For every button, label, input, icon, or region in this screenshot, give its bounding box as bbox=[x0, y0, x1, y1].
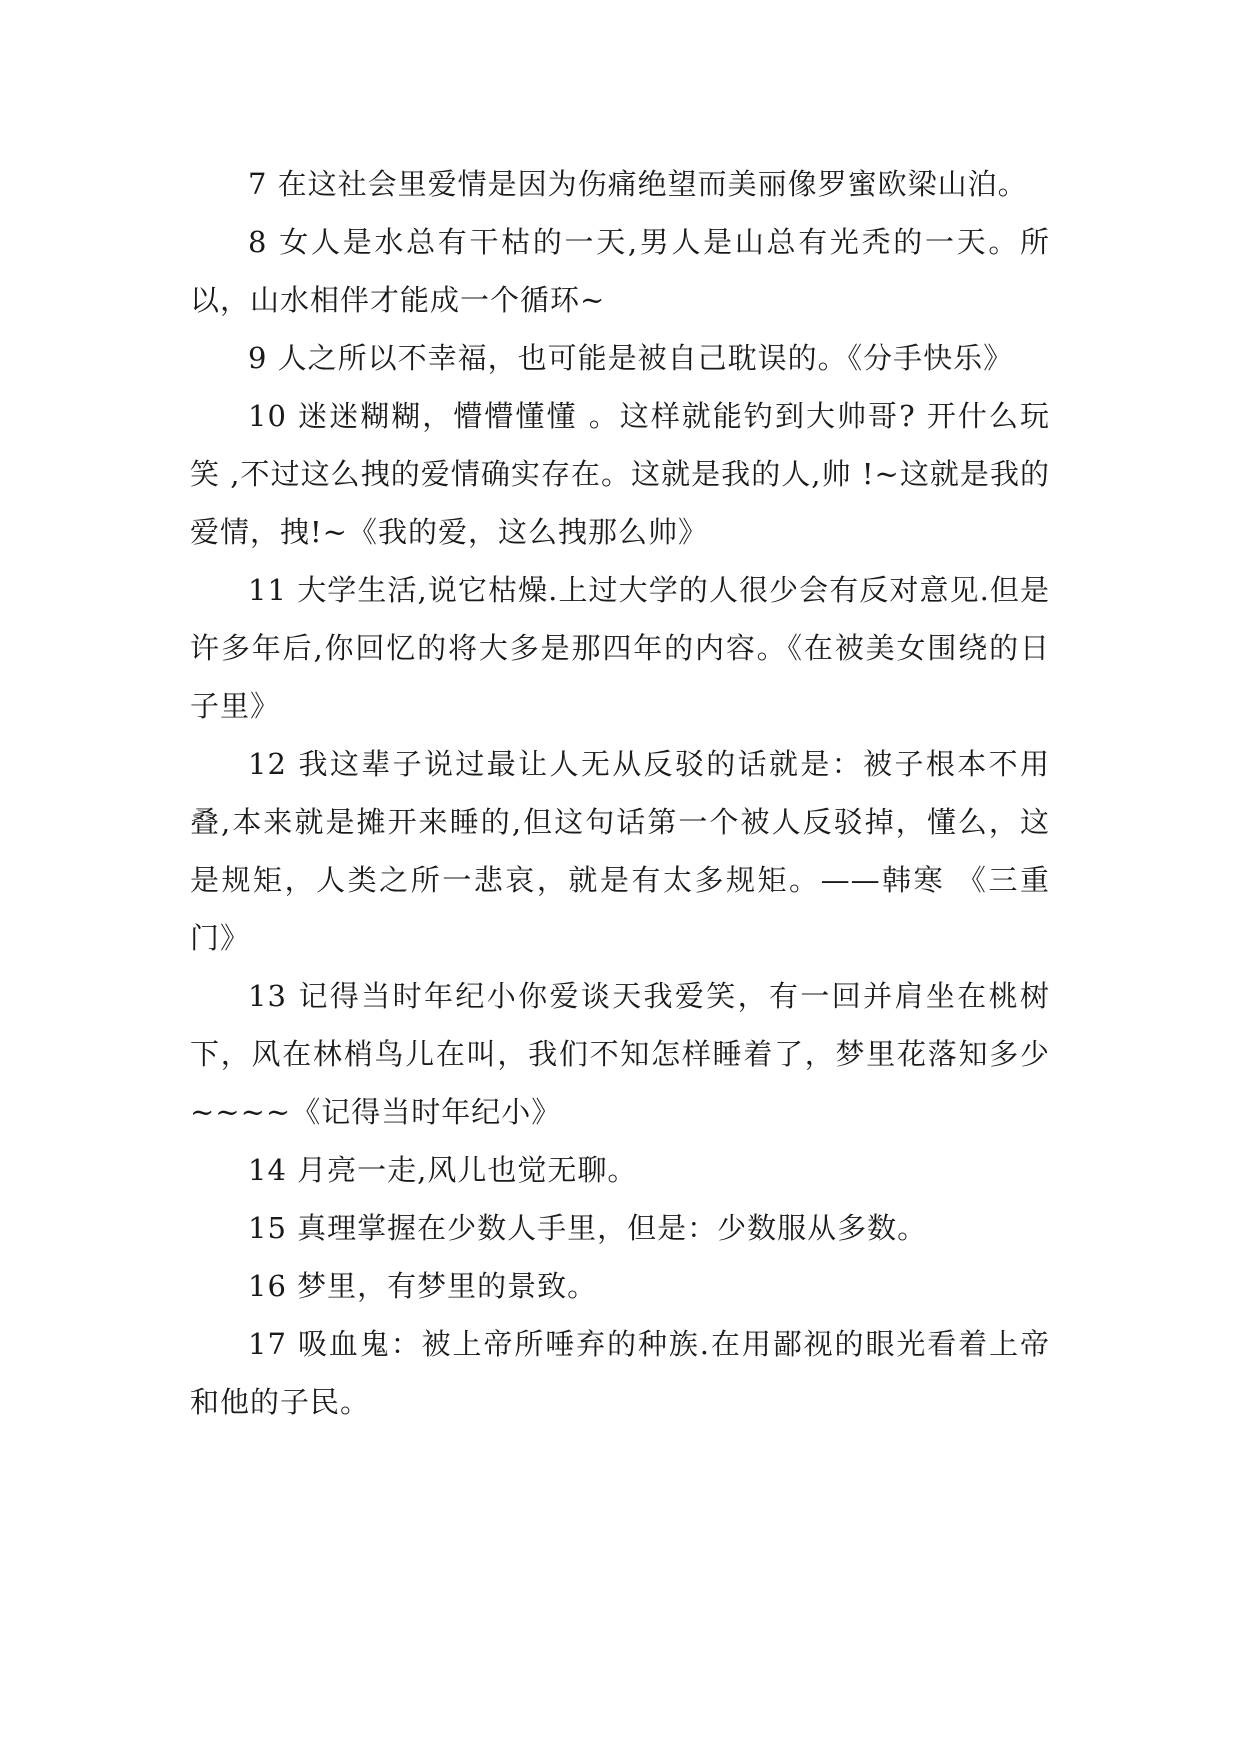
paragraph-14: 14 月亮一走,风儿也觉无聊。 bbox=[248, 1153, 638, 1187]
paragraph-12: 12 我这辈子说过最让人无从反驳的话就是：被子根本不用叠,本来就是摊开来睡的,但这句话第一个被人反驳掉，懂么，这是规矩，人类之所一悲哀，就是有太多规矩。——韩寒 《三重门》 bbox=[190, 747, 1050, 955]
document-body bbox=[190, 155, 1050, 1431]
paragraph-13: 13 记得当时年纪小你爱谈天我爱笑，有一回并肩坐在桃树下，风在林梢鸟儿在叫，我们不知怎样睡着了，梦里花落知多少~~~~《记得当时年纪小》 bbox=[190, 979, 1050, 1129]
paragraph-17: 17 吸血鬼：被上帝所唾弃的种族.在用鄙视的眼光看着上帝和他的子民。 bbox=[190, 1327, 1050, 1419]
paragraph-11: 11 大学生活,说它枯燥.上过大学的人很少会有反对意见.但是许多年后,你回忆的将大多是那四年的内容。《在被美女围绕的日子里》 bbox=[190, 573, 1050, 723]
paragraph-8: 8 女人是水总有干枯的一天,男人是山总有光秃的一天。所以，山水相伴才能成一个循环~ bbox=[190, 225, 1050, 317]
paragraph-7: 7 在这社会里爱情是因为伤痛绝望而美丽像罗蜜欧梁山泊。 bbox=[248, 167, 1028, 201]
paragraph-15: 15 真理掌握在少数人手里，但是：少数服从多数。 bbox=[248, 1211, 928, 1245]
paragraph-16: 16 梦里，有梦里的景致。 bbox=[248, 1269, 598, 1303]
paragraph-10: 10 迷迷糊糊，懵懵懂懂 。这样就能钓到大帅哥? 开什么玩笑 ,不过这么拽的爱情确实存在。这就是我的人,帅 !~这就是我的爱情，拽!~《我的爱，这么拽那么帅》 bbox=[190, 399, 1050, 549]
paragraph-9: 9 人之所以不幸福，也可能是被自己耽误的。《分手快乐》 bbox=[248, 341, 1014, 375]
